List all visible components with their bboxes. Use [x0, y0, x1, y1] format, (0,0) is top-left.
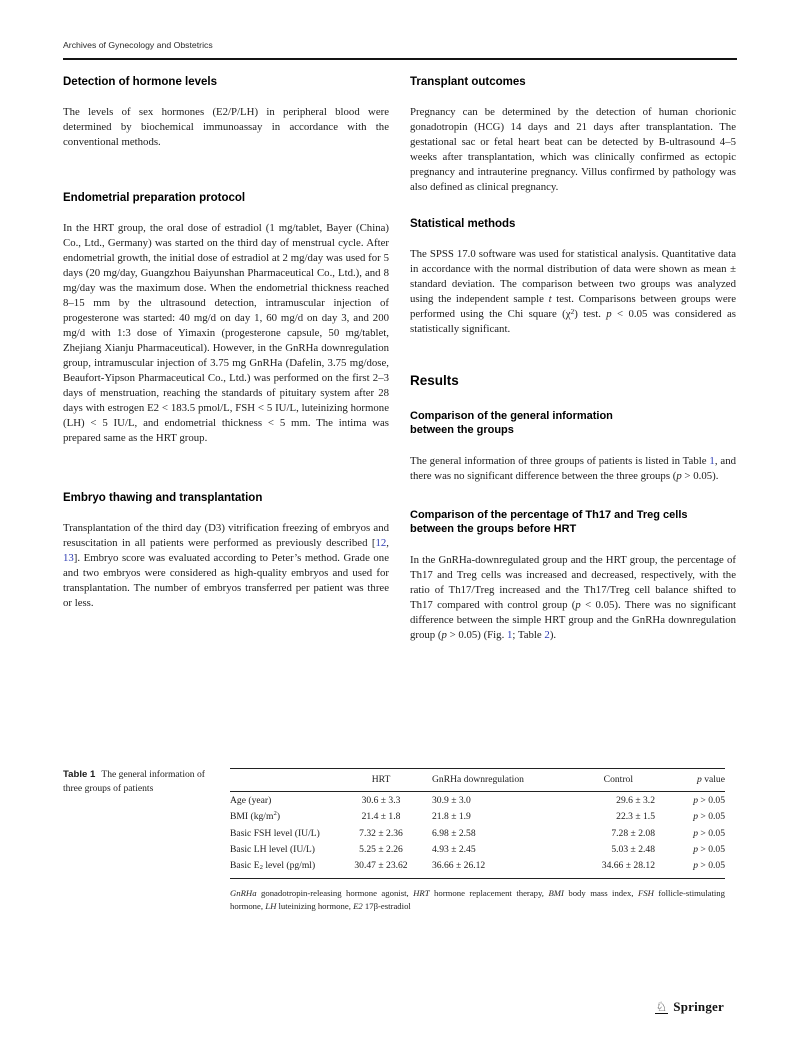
- text-segment: value: [701, 774, 725, 785]
- text-segment: ): [276, 810, 281, 822]
- cell-gnrha: 21.8 ± 1.9: [432, 810, 471, 822]
- text-segment: luteinizing hormone,: [276, 900, 354, 911]
- header-rule: [63, 58, 737, 60]
- publisher-name: Springer: [673, 999, 724, 1014]
- text-segment: p: [441, 629, 447, 641]
- cell-hrt: 30.47 ± 23.62: [342, 857, 420, 879]
- text-segment: p: [697, 774, 702, 785]
- text-segment: > 0.05: [698, 843, 725, 855]
- text-segment: > 0.05: [698, 859, 725, 871]
- text-segment: Basic E: [230, 859, 260, 871]
- text-segment: > 0.05: [698, 827, 725, 839]
- text-segment: The general information of three groups of patients is listed in Table: [410, 455, 710, 467]
- row-label: [230, 808, 342, 825]
- table1: [230, 768, 725, 879]
- text-segment: HRT: [413, 888, 430, 898]
- row-label: [230, 857, 342, 879]
- text-segment: p: [676, 470, 682, 482]
- text-segment: ,: [386, 537, 389, 549]
- cell-pvalue: [655, 857, 725, 879]
- cell-gnrha: 30.9 ± 3.0: [432, 794, 471, 806]
- text-segment: t: [548, 293, 552, 305]
- text-segment: The SPSS 17.0 software was used for statistical analysis. Quantitative data in accordance with the normal distribution of data were shown as mean ± standard deviation. The comparison between two groups was analyzed using the independent sample: [410, 248, 736, 305]
- cell-hrt: 7.32 ± 2.36: [359, 827, 403, 839]
- paragraph-comparison-general-info: [410, 454, 736, 484]
- citation-link[interactable]: 13: [63, 552, 74, 564]
- text-segment: test. Comparisons between groups were performed using the Chi square (χ: [410, 293, 736, 320]
- text-segment: p: [693, 843, 698, 855]
- text-segment: > 0.05).: [681, 470, 719, 482]
- paragraph-endometrial-protocol: [63, 221, 389, 446]
- text-segment: 17β-estradiol: [362, 900, 411, 911]
- table1-header-hrt: HRT: [342, 769, 420, 792]
- table1-header-control: Control: [560, 769, 655, 792]
- heading-comparison-th17-treg: Comparison of the percentage of Th17 and Treg cells between the groups before HRT: [410, 509, 688, 535]
- text-segment: follicle-stimulating hormone,: [230, 888, 725, 911]
- heading-endometrial-protocol: Endometrial preparation protocol: [63, 192, 246, 204]
- text-segment: p: [693, 859, 698, 871]
- heading-embryo-thawing: Embryo thawing and transplantation: [63, 492, 263, 504]
- table-row: [230, 825, 725, 841]
- right-column: [410, 75, 736, 643]
- page-content: [63, 40, 737, 643]
- cell-gnrha: 4.93 ± 2.45: [432, 843, 476, 855]
- cell-pvalue: [655, 808, 725, 825]
- citation-link[interactable]: 1: [709, 455, 715, 467]
- cell-pvalue: [655, 825, 725, 841]
- text-segment: Basic FSH level (IU/L): [230, 827, 320, 839]
- citation-link[interactable]: 2: [544, 629, 550, 641]
- text-segment: ]. Embryo score was evaluated according to Peter’s method. Grade one and two embryos were considered as high-quality embryos and used for transplantation. The number of embryos transferred per patient was three or less.: [63, 552, 389, 609]
- text-segment: 2: [259, 864, 263, 872]
- springer-horse-icon: ♘: [655, 999, 668, 1014]
- text-segment: level (pg/ml): [262, 859, 316, 871]
- table1-footnote: [230, 887, 725, 912]
- text-segment: > 0.05: [698, 810, 725, 822]
- text-segment: BMI (kg/m: [230, 810, 274, 822]
- cell-hrt: 21.4 ± 1.8: [361, 810, 401, 822]
- table1-caption: [63, 768, 230, 912]
- cell-hrt: 5.25 ± 2.26: [359, 843, 403, 855]
- text-segment: LH: [265, 900, 277, 911]
- paragraph-comparison-th17-treg: [410, 553, 736, 643]
- text-segment: p: [693, 827, 698, 839]
- text-segment: Pregnancy can be determined by the detection of human chorionic gonadotropin (HCG) 14 days and 21 days after transplantation. The gestational sac or fetal heart beat can be detected by B-ultrasound 4–5 weeks after transplantation, which was clinically confirmed as ectopic pregnancy and intrauterine pregnancy. Villus confirmed by pathology was also defined as clinical pregnancy.: [410, 106, 736, 193]
- text-segment: , and there was no significant difference between the three groups (: [410, 455, 736, 482]
- text-segment: Basic LH level (IU/L): [230, 843, 315, 855]
- cell-gnrha: 36.66 ± 26.12: [420, 857, 560, 879]
- text-segment: < 0.05 was considered as statistically significant.: [410, 308, 736, 335]
- cell-control: 29.6 ± 3.2: [616, 794, 655, 806]
- text-segment: ; Table: [512, 629, 545, 641]
- text-segment: BMI: [548, 888, 564, 898]
- paragraph-transplant-outcomes: [410, 105, 736, 195]
- table1-header-empty: [230, 769, 342, 792]
- table1-header-pvalue: [655, 769, 725, 792]
- text-segment: ).: [549, 629, 557, 641]
- text-segment: FSH: [638, 888, 654, 898]
- springer-logo: [655, 999, 724, 1015]
- citation-link[interactable]: 12: [375, 537, 387, 549]
- row-label: [230, 841, 342, 857]
- text-segment: Table 1: [63, 769, 96, 780]
- text-segment: Transplantation of the third day (D3) vitrification freezing of embryos and resuscitation in all patients were performed as previously described [: [63, 522, 389, 549]
- text-segment: GnRHa: [230, 888, 257, 898]
- cell-gnrha: 6.98 ± 2.58: [432, 827, 476, 839]
- text-segment: The levels of sex hormones (E2/P/LH) in peripheral blood were determined by biochemical immunoassay in accordance with the conventional methods.: [63, 106, 389, 148]
- paragraph-embryo-thawing: [63, 521, 389, 611]
- text-segment: < 0.05). There was no significant difference between the simple HRT group and the GnRHa downregulation group (: [410, 599, 736, 641]
- cell-hrt: 30.6 ± 3.3: [361, 794, 401, 806]
- text-segment: 2: [273, 810, 277, 818]
- text-segment: In the HRT group, the oral dose of estradiol (1 mg/tablet, Bayer (China) Co., Ltd., Germany) was started on the third day of menstrual cycle. After endometrial growth, the initial dose of estradiol at 2 mg/day was used for 5 days (20 mg/day, Guangzhou Baiyunshan Pharmaceutical Co., Ltd.), and 8 mg/day was the maximum dose. When the endometrial thickness reached 8–15 mm by the ultrasound detection, intramuscular injection of progesterone was started: 40 mg/d on day 1, 60 mg/d on day 3, and 200 mg/d with 1:3 dose of Yimaxin (progesterone capsule, 50 mg/tablet, Zhejiang Xianju Pharmaceutical). However, in the GnRHa downregulation group, intramuscular injection of 3.75 mg GnRHa (Dafelin, 3.75 mg/dose, Beaufort-Yipson Pharmaceutical Co., Ltd.) was performed on the first 2–3 days of menstruation, reaching the standards of pituitary system after 28 days with estrogen E2 < 183.5 pmol/L, FSH < 5 IU/L, luteinizing hormone (LH) < 5 IU/L, and endometrial thickness < 5 mm. The intima was prepared same as the HRT group.: [63, 222, 389, 444]
- text-segment: gonadotropin-releasing hormone agonist,: [256, 888, 414, 898]
- two-column-body: [63, 75, 737, 643]
- cell-control: 22.3 ± 1.5: [616, 810, 655, 822]
- cell-control: 7.28 ± 2.08: [611, 827, 655, 839]
- row-label: [230, 792, 342, 809]
- text-segment: Age (year): [230, 794, 272, 806]
- table1-header-row: [230, 769, 725, 792]
- text-segment: In the GnRHa-downregulated group and the HRT group, the percentage of Th17 and Treg cells was increased and decreased, respectively, with the ratio of Th17/Treg increased and the Th17/Treg cell balance shifted to Th17 compared with control group (: [410, 554, 736, 611]
- text-segment: ) test.: [574, 308, 607, 320]
- text-segment: The general information of three groups of patients: [63, 769, 205, 794]
- cell-control: 34.66 ± 28.12: [560, 857, 655, 879]
- table-row: [230, 841, 725, 857]
- heading-comparison-general-info: Comparison of the general information between the groups: [410, 410, 613, 436]
- text-segment: E2: [353, 900, 363, 911]
- cell-control: 5.03 ± 2.48: [611, 843, 655, 855]
- text-segment: p: [606, 308, 612, 320]
- table1-wrap: [230, 768, 725, 912]
- cell-pvalue: [655, 792, 725, 809]
- heading-results: Results: [410, 373, 459, 388]
- text-segment: p: [693, 810, 698, 822]
- row-label: [230, 825, 342, 841]
- paragraph-hormone-levels: [63, 105, 389, 150]
- table1-header-gnrha: GnRHa downregulation: [420, 769, 560, 792]
- left-column: [63, 75, 389, 643]
- text-segment: > 0.05: [698, 794, 725, 806]
- cell-pvalue: [655, 841, 725, 857]
- text-segment: 2: [570, 306, 575, 316]
- heading-transplant-outcomes: Transplant outcomes: [410, 76, 526, 88]
- table-row: [230, 792, 725, 809]
- heading-detection-hormone-levels: Detection of hormone levels: [63, 76, 218, 88]
- running-head: Archives of Gynecology and Obstetrics: [63, 40, 213, 50]
- citation-link[interactable]: 1: [506, 629, 513, 641]
- heading-statistical-methods: Statistical methods: [410, 218, 516, 230]
- text-segment: body mass index,: [563, 888, 638, 898]
- table-row: [230, 857, 725, 879]
- text-segment: > 0.05) (Fig.: [446, 629, 507, 641]
- text-segment: p: [575, 599, 581, 611]
- table-row: [230, 808, 725, 825]
- text-segment: p: [693, 794, 698, 806]
- table1-block: [63, 768, 737, 912]
- text-segment: hormone replacement therapy,: [429, 888, 549, 898]
- paragraph-statistical-methods: [410, 247, 736, 337]
